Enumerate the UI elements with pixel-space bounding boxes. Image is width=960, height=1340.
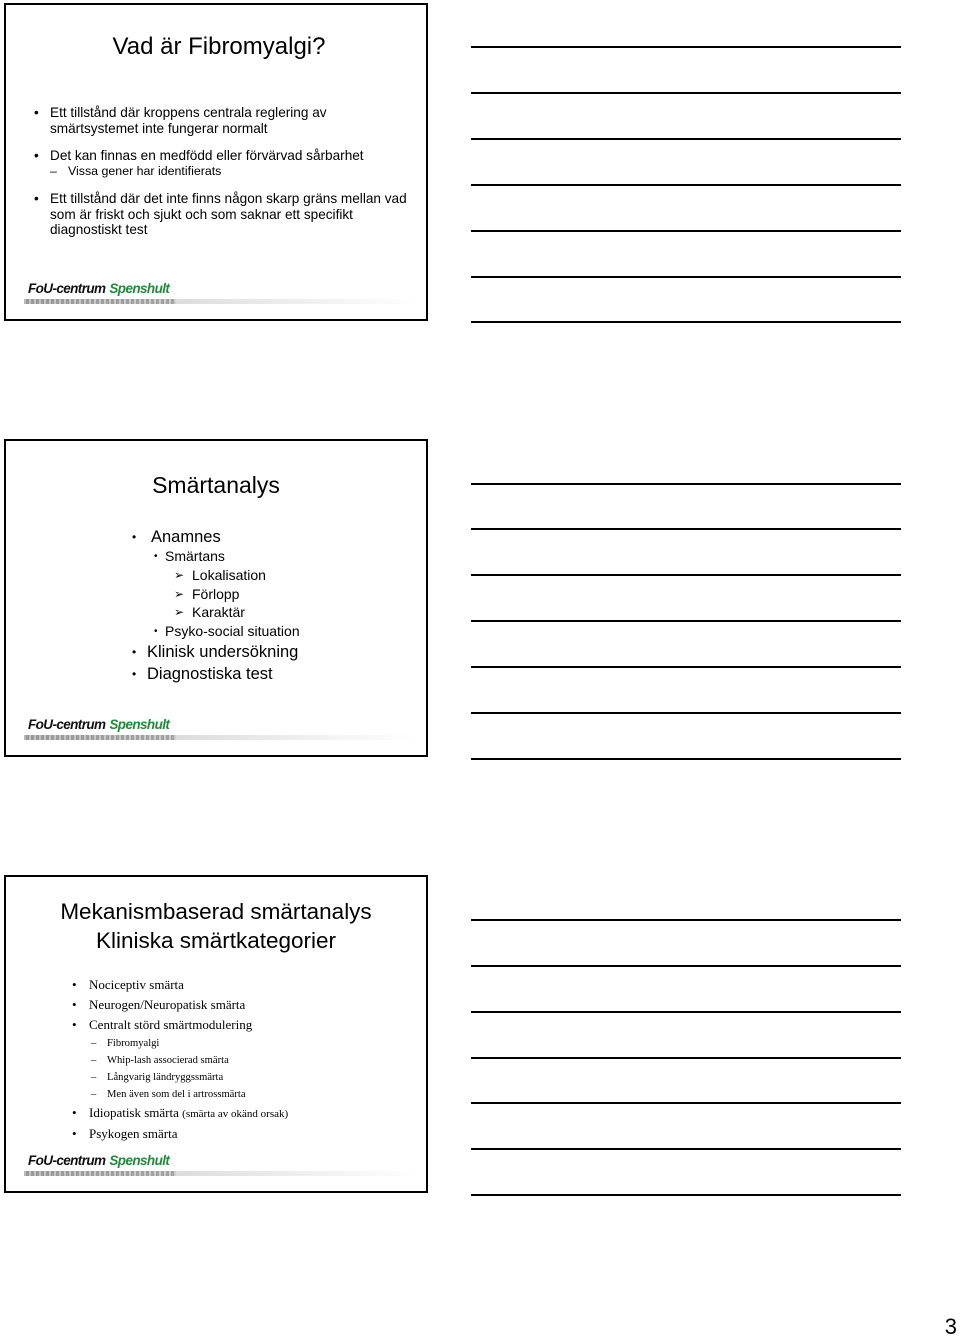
logo-wordmark: FoU-centrum Spenshult — [28, 1153, 170, 1168]
note-line — [471, 1102, 901, 1104]
note-line — [471, 138, 901, 140]
logo-subtext-graphic — [26, 299, 176, 304]
list-item: • Anamnes — [132, 527, 412, 547]
arrow-list-item: ➢ Förlopp — [132, 585, 412, 604]
arrow-list-item: ➢ Lokalisation — [132, 566, 412, 585]
slide-1 — [4, 3, 428, 321]
logo-subtext-graphic — [26, 735, 176, 740]
note-line — [471, 92, 901, 94]
page-number: 3 — [944, 1314, 957, 1339]
list-spacer — [34, 179, 414, 191]
note-line — [471, 574, 901, 576]
logo-wordmark: FoU-centrum Spenshult — [28, 281, 170, 296]
list-item: • Neurogen/Neuropatisk smärta — [72, 995, 412, 1015]
note-line — [471, 230, 901, 232]
list-item: • Ett tillstånd där kroppens centrala reglering av smärtsystemet inte fungerar normalt — [34, 105, 414, 136]
logo-subtext-graphic — [26, 1171, 176, 1176]
note-line — [471, 1057, 901, 1059]
list-item: • Nociceptiv smärta — [72, 975, 412, 995]
title-line-2: Kliniska smärtkategorier — [95, 928, 337, 953]
slide-title: Vad är Fibromyalgi? — [112, 33, 326, 60]
slide-2 — [4, 439, 428, 757]
note-line — [471, 1011, 901, 1013]
note-line — [471, 184, 901, 186]
list-item-text: Idiopatisk smärta — [89, 1105, 179, 1120]
note-line — [471, 758, 901, 760]
note-line — [471, 919, 901, 921]
sub-list-item: – Vissa gener har identifierats — [34, 164, 414, 180]
sub-list-item: – Whip-lash associerad smärta — [72, 1052, 412, 1069]
list-item: • Klinisk undersökning — [132, 641, 412, 663]
list-item — [72, 1103, 412, 1124]
sub-list-item: – Fibromyalgi — [72, 1035, 412, 1052]
slide-title — [6, 897, 426, 955]
bullet-list — [72, 975, 412, 1144]
note-line — [471, 528, 901, 530]
logo-wordmark: FoU-centrum Spenshult — [28, 717, 170, 732]
note-line — [471, 46, 901, 48]
slide-title: Smärtanalys — [152, 472, 280, 498]
list-item: • Det kan finnas en medfödd eller förvärvad sårbarhet — [34, 148, 414, 164]
slide-3 — [4, 875, 428, 1193]
title-line-1: Mekanismbaserad smärtanalys — [60, 899, 372, 924]
note-line — [471, 620, 901, 622]
note-line — [471, 276, 901, 278]
list-spacer — [34, 136, 414, 148]
sub-list-item: • Smärtans — [132, 547, 412, 566]
note-line — [471, 965, 901, 967]
list-item: • Diagnostiska test — [132, 663, 412, 685]
arrow-list-item: ➢ Karaktär — [132, 603, 412, 622]
fou-centrum-logo — [24, 281, 424, 311]
bullet-list — [34, 105, 414, 238]
sub-list-item: – Långvarig ländryggssmärta — [72, 1069, 412, 1086]
note-line — [471, 712, 901, 714]
note-line — [471, 1194, 901, 1196]
list-item: • Centralt störd smärtmodulering — [72, 1015, 412, 1035]
fou-centrum-logo — [24, 717, 424, 747]
list-item: • Ett tillstånd där det inte finns någon skarp gräns mellan vad som är friskt och sjukt och som saknar ett specifikt diagnostiskt test — [34, 191, 414, 238]
note-line — [471, 666, 901, 668]
sub-list-item: • Psyko-social situation — [132, 622, 412, 641]
sub-list-item: – Men även som del i artrossmärta — [72, 1086, 412, 1103]
list-item-note: (smärta av okänd orsak) — [182, 1108, 289, 1120]
list-item: • Psykogen smärta — [72, 1124, 412, 1144]
note-line — [471, 483, 901, 485]
bullet-list — [132, 527, 412, 685]
note-line — [471, 321, 901, 323]
fou-centrum-logo — [24, 1153, 424, 1183]
note-line — [471, 1148, 901, 1150]
